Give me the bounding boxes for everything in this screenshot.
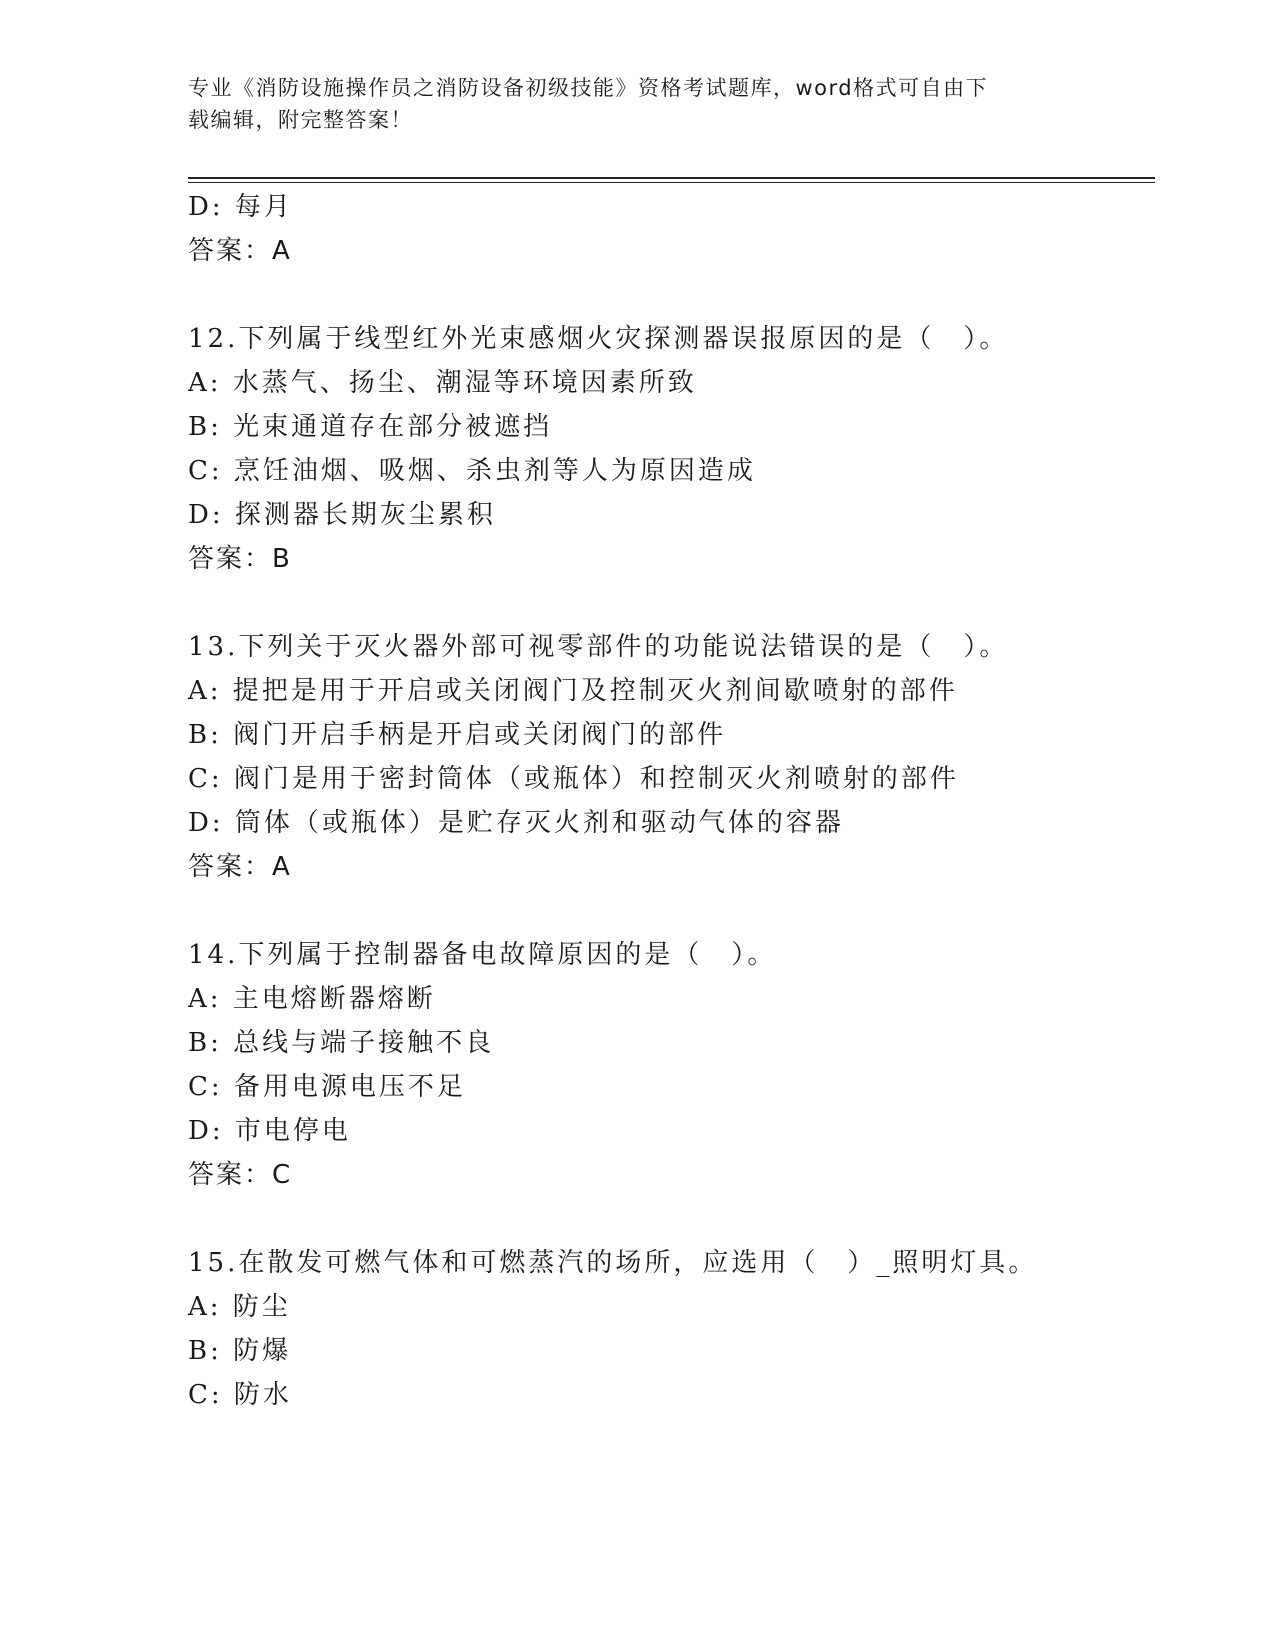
option-b: B: 阀门开启手柄是开启或关闭阀门的部件 xyxy=(188,720,727,750)
option-c: C: 阀门是用于密封筒体（或瓶体）和控制灭火剂喷射的部件 xyxy=(188,764,959,794)
option-d: D: 市电停电 xyxy=(188,1116,351,1146)
option-a: A: 水蒸气、扬尘、潮湿等环境因素所致 xyxy=(188,368,697,398)
prev-question-answer: 答案：A xyxy=(188,236,292,266)
question-stem: 14.下列属于控制器备电故障原因的是（ ）。 xyxy=(188,940,777,970)
prev-question-option-d: D: 每月 xyxy=(188,192,293,222)
question-stem: 12.下列属于线型红外光束感烟火灾探测器误报原因的是（ ）。 xyxy=(188,324,1009,354)
answer: 答案：B xyxy=(188,544,292,574)
document-header xyxy=(188,72,1088,136)
option-d: D: 筒体（或瓶体）是贮存灭火剂和驱动气体的容器 xyxy=(188,808,844,838)
option-a: A: 提把是用于开启或关闭阀门及控制灭火剂间歇喷射的部件 xyxy=(188,676,958,706)
option-b: B: 光束通道存在部分被遮挡 xyxy=(188,412,553,442)
option-d: D: 探测器长期灰尘累积 xyxy=(188,500,496,530)
answer: 答案：A xyxy=(188,852,292,882)
header-line-2: 载编辑，附完整答案！ xyxy=(188,108,413,132)
question-stem: 15.在散发可燃气体和可燃蒸汽的场所，应选用（ ）_照明灯具。 xyxy=(188,1248,1038,1278)
header-line-1: 专业《消防设施操作员之消防设备初级技能》资格考试题库，word格式可自由下 xyxy=(188,76,989,100)
header-divider-thin xyxy=(188,182,1155,183)
option-c: C: 防水 xyxy=(188,1380,292,1410)
option-a: A: 防尘 xyxy=(188,1292,291,1322)
answer: 答案：C xyxy=(188,1160,293,1190)
option-c: C: 备用电源电压不足 xyxy=(188,1072,466,1102)
option-c: C: 烹饪油烟、吸烟、杀虫剂等人为原因造成 xyxy=(188,456,756,486)
header-divider-thick xyxy=(188,177,1155,179)
option-b: B: 总线与端子接触不良 xyxy=(188,1028,495,1058)
option-b: B: 防爆 xyxy=(188,1336,292,1366)
option-a: A: 主电熔断器熔断 xyxy=(188,984,436,1014)
question-stem: 13.下列关于灭火器外部可视零部件的功能说法错误的是（ ）。 xyxy=(188,632,1009,662)
